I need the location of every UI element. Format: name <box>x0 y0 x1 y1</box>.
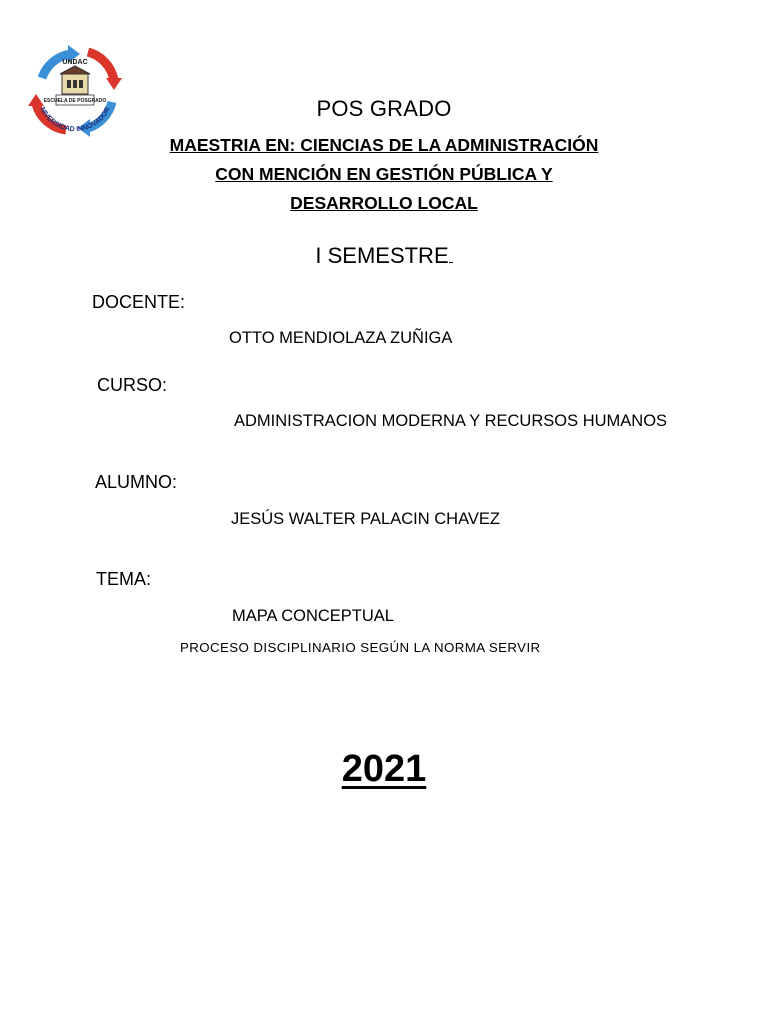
tema-subvalue: PROCESO DISCIPLINARIO SEGÚN LA NORMA SERVIR <box>180 640 541 655</box>
svg-text:UNDAC: UNDAC <box>62 59 88 66</box>
underline-mark <box>449 242 453 263</box>
program-line-1: MAESTRIA EN: CIENCIAS DE LA ADMINISTRACIÓN <box>169 135 599 155</box>
svg-text:ESCUELA DE POSGRADO: ESCUELA DE POSGRADO <box>43 98 107 104</box>
alumno-value: JESÚS WALTER PALACIN CHAVEZ <box>231 510 500 528</box>
tema-label: TEMA: <box>96 569 152 589</box>
curso-label: CURSO: <box>97 375 168 395</box>
tema-value: MAPA CONCEPTUAL <box>232 607 394 625</box>
alumno-label: ALUMNO: <box>95 472 178 492</box>
year-text: 2021 <box>341 748 427 790</box>
program-line-3: DESARROLLO LOCAL <box>290 193 478 213</box>
docente-value: OTTO MENDIOLAZA ZUÑIGA <box>229 329 453 347</box>
semester-heading <box>0 242 768 269</box>
svg-text:UNIVERSIDAD INNOVADORA: NIVERSIDAD INNOVADOR <box>38 106 112 134</box>
year-heading <box>0 748 768 791</box>
university-logo <box>22 38 128 144</box>
page-title: POS GRADO <box>316 96 452 121</box>
semester-text: I SEMESTRE <box>315 243 449 268</box>
curso-value: ADMINISTRACION MODERNA Y RECURSOS HUMANOS <box>234 412 668 430</box>
program-line-2: CON MENCIÓN EN GESTIÓN PÚBLICA Y <box>215 164 553 184</box>
docente-label: DOCENTE: <box>92 292 186 312</box>
logo-emblem-icon <box>22 38 128 144</box>
